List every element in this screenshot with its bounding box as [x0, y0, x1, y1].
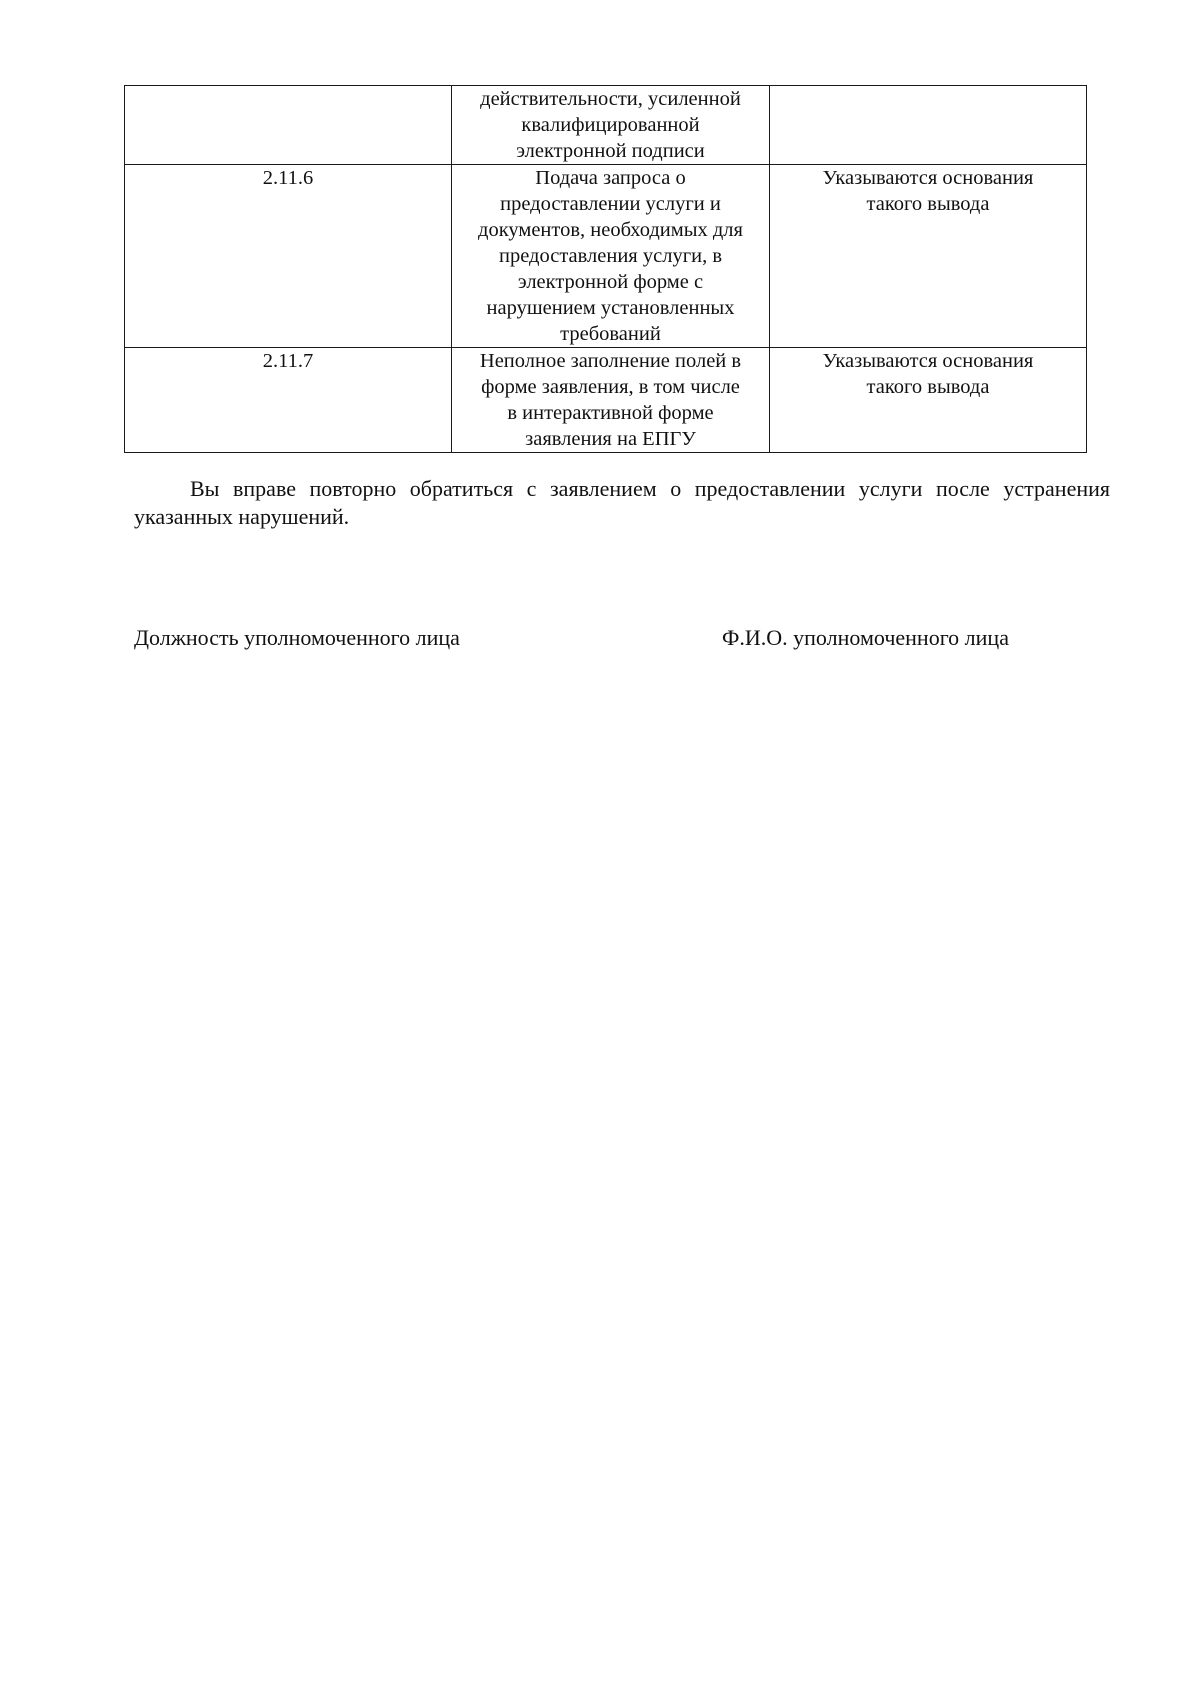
table-row — [125, 348, 1087, 453]
table-row — [125, 86, 1087, 165]
reason-cell: Подача запроса о предоставлении услуги и документов, необходимых для предоставления услуги, в электронной форме с нарушением установленных требований — [452, 165, 770, 348]
table-row — [125, 165, 1087, 348]
signatory-position-label: Должность уполномоченного лица — [134, 625, 460, 650]
reason-cell: Неполное заполнение полей в форме заявления, в том числе в интерактивной форме заявления на ЕПГУ — [452, 348, 770, 453]
reapply-notice: Вы вправе повторно обратиться с заявлением о предоставлении услуги после устранения указанных нарушений. — [134, 476, 1110, 529]
item-number-cell: 2.11.6 — [125, 165, 452, 348]
item-number-cell: 2.11.7 — [125, 348, 452, 453]
refusal-reasons-table — [124, 85, 1087, 453]
explanation-cell: Указываются основания такого вывода — [770, 165, 1087, 348]
item-number-cell — [125, 86, 452, 165]
explanation-cell — [770, 86, 1087, 165]
signatory-name-label: Ф.И.О. уполномоченного лица — [722, 625, 1009, 650]
explanation-cell: Указываются основания такого вывода — [770, 348, 1087, 453]
reason-cell: действительности, усиленной квалифицированной электронной подписи — [452, 86, 770, 165]
